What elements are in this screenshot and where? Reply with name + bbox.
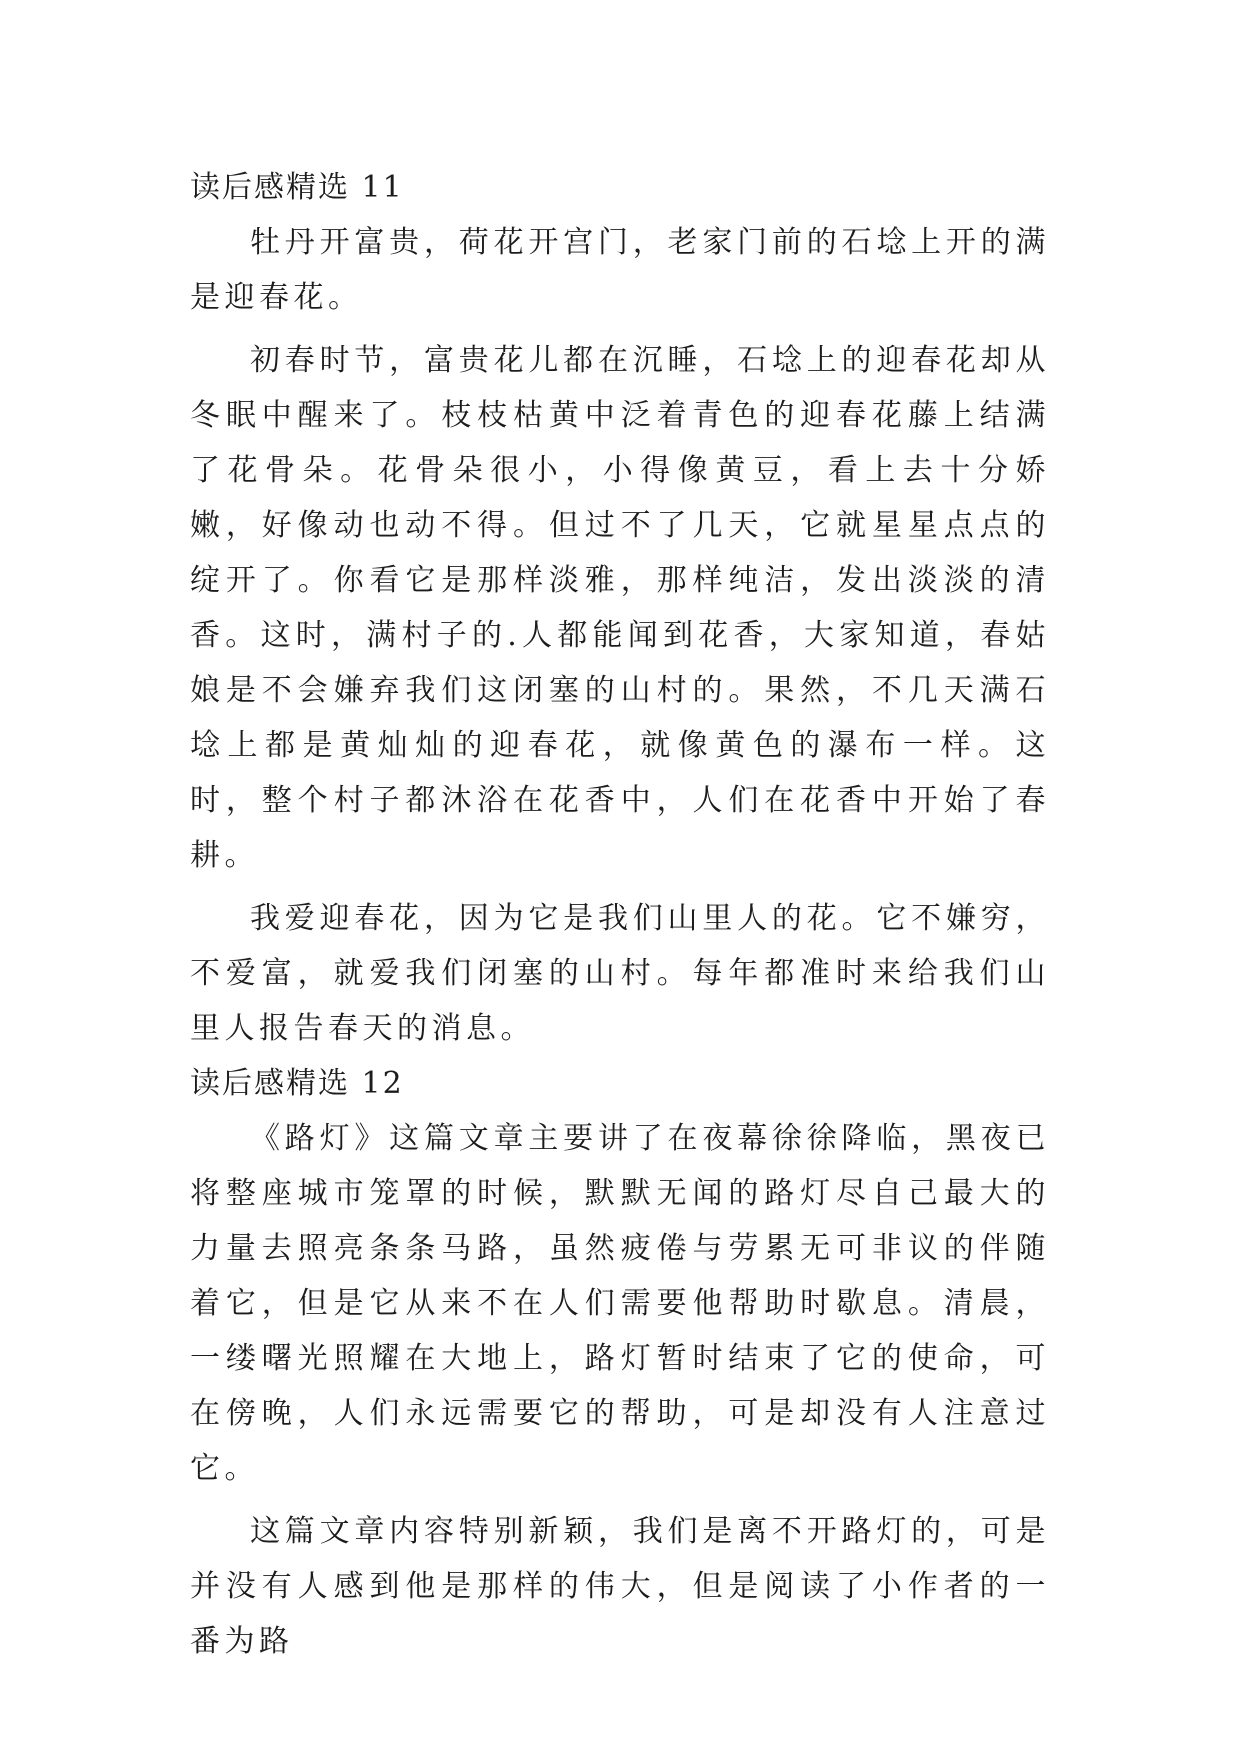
paragraph-gap xyxy=(190,1496,1050,1504)
section-heading: 读后感精选 12 xyxy=(190,1066,404,1101)
paragraph: 初春时节，富贵花儿都在沉睡，石埝上的迎春花却从冬眠中醒来了。枝枝枯黄中泛着青色的迎春花藤上结满了花骨朵。花骨朵很小，小得像黄豆，看上去十分娇嫩，好像动也动不得。但过不了几天，它就星星点点的绽开了。你看它是那样淡雅，那样纯洁，发出淡淡的清香。这时，满村子的.人都能闻到花香，大家知道，春姑娘是不会嫌弃我们这闭塞的山村的。果然，不几天满石埝上都是黄灿灿的迎春花，就像黄色的瀑布一样。这时，整个村子都沐浴在花香中，人们在花香中开始了春耕。 xyxy=(190,343,1050,873)
document-body xyxy=(190,160,1050,1669)
paragraph: 这篇文章内容特别新颖，我们是离不开路灯的，可是并没有人感到他是那样的伟大，但是阅读了小作者的一番为路 xyxy=(190,1514,1050,1659)
paragraph: 牡丹开富贵，荷花开宫门，老家门前的石埝上开的满是迎春花。 xyxy=(190,225,1050,315)
paragraph-gap xyxy=(190,325,1050,333)
section-11 xyxy=(190,160,1050,1056)
paragraph: 我爱迎春花，因为它是我们山里人的花。它不嫌穷，不爱富，就爱我们闭塞的山村。每年都准时来给我们山里人报告春天的消息。 xyxy=(190,901,1050,1046)
section-heading: 读后感精选 11 xyxy=(190,170,404,205)
paragraph: 《路灯》这篇文章主要讲了在夜幕徐徐降临，黑夜已将整座城市笼罩的时候，默默无闻的路灯尽自己最大的力量去照亮条条马路，虽然疲倦与劳累无可非议的伴随着它，但是它从来不在人们需要他帮助时歇息。清晨，一缕曙光照耀在大地上，路灯暂时结束了它的使命，可在傍晚，人们永远需要它的帮助，可是却没有人注意过它。 xyxy=(190,1121,1050,1486)
section-12 xyxy=(190,1056,1050,1669)
paragraph-gap xyxy=(190,883,1050,891)
